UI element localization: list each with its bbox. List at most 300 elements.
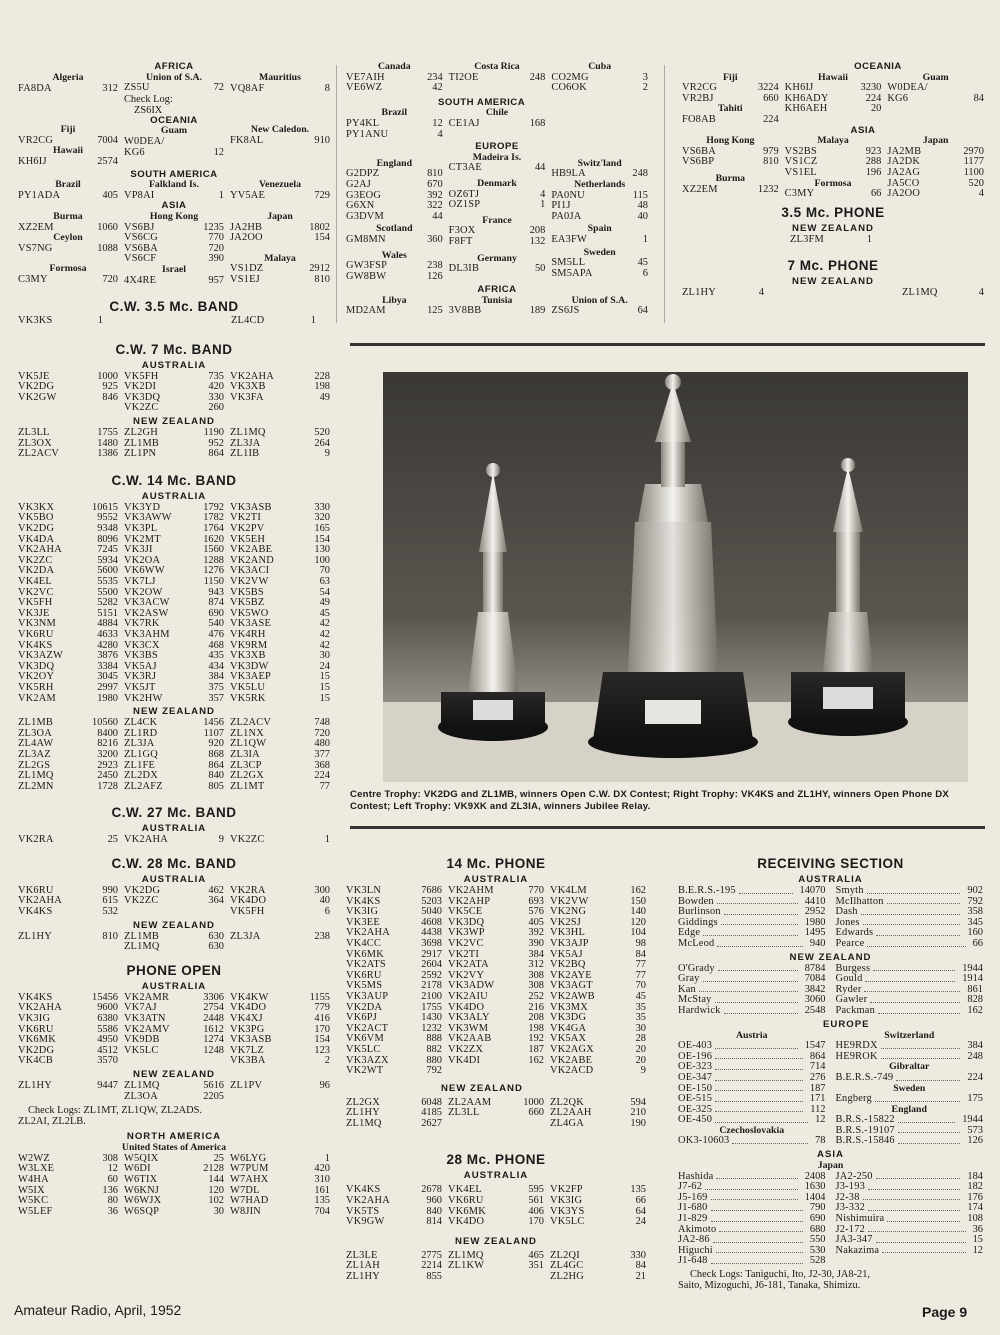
list-item: VK6RU 2592 bbox=[346, 969, 442, 981]
list-item: VK2AHA 7245 bbox=[18, 544, 118, 556]
list-item: VK2VW 63 bbox=[230, 576, 330, 587]
list-item: VK2AHA 960 bbox=[346, 1195, 442, 1207]
country-label: Wales bbox=[381, 249, 407, 261]
list-item: OE-323 714 bbox=[678, 1061, 826, 1073]
country-label: Gibraltar bbox=[889, 1061, 930, 1073]
list-item: VK3MX 35 bbox=[550, 1001, 646, 1013]
list-item: F8FT 132 bbox=[448, 235, 546, 247]
list-item: VK4EL 595 bbox=[448, 1184, 544, 1196]
list-item: VK2AND 100 bbox=[230, 554, 330, 566]
list-item: VK5BS 54 bbox=[230, 586, 330, 598]
list-item: CO6OK 2 bbox=[551, 82, 648, 94]
list-item: ZL1PN 864 bbox=[124, 448, 224, 460]
list-item: VK3WM 198 bbox=[448, 1022, 544, 1034]
list-item: VK6VM 888 bbox=[346, 1033, 442, 1045]
list-item: VK2DG 462 bbox=[124, 884, 224, 896]
list-item: HE9RDX 384 bbox=[835, 1040, 983, 1052]
list-item: G2AJ 670 bbox=[346, 178, 443, 190]
list-item: PA0NU 115 bbox=[551, 189, 648, 201]
list-item: VK3ATN 2448 bbox=[124, 1013, 224, 1025]
list-item: ZL2ACV 1386 bbox=[18, 448, 118, 460]
list-item: Gould 1914 bbox=[835, 973, 983, 985]
list-item: ZL1HY 4 bbox=[682, 287, 764, 299]
subsection-title: NEW ZEALAND bbox=[789, 951, 872, 963]
recv-czech bbox=[678, 1136, 826, 1147]
subsection-title: NEW ZEALAND bbox=[455, 1235, 537, 1247]
list-item: VK3ALY 208 bbox=[448, 1012, 544, 1024]
list-item: ZL4AW 8216 bbox=[18, 738, 118, 750]
list-item: VS1CZ 288 bbox=[784, 156, 882, 168]
list-item: VK3ASE 42 bbox=[230, 618, 330, 630]
list-item: VK3AWW 1782 bbox=[124, 512, 224, 524]
list-item: VK2ATS 2604 bbox=[346, 959, 442, 971]
list-item: W6WJX 102 bbox=[124, 1195, 224, 1207]
list-item: JA2MB 2970 bbox=[887, 145, 984, 157]
list-item: SM5APA 6 bbox=[551, 267, 648, 279]
list-item: ZL1MQ 2627 bbox=[346, 1117, 442, 1129]
list-item: VK3XB 30 bbox=[230, 650, 330, 662]
list-item: Gawler 828 bbox=[835, 994, 983, 1006]
phone14-au-list bbox=[346, 886, 646, 1077]
trophy-illustration bbox=[383, 372, 968, 782]
list-item: McLeod 940 bbox=[678, 937, 826, 949]
list-item: GW3FSP 238 bbox=[346, 260, 443, 272]
list-item: Ryder 861 bbox=[835, 983, 983, 995]
list-item: VK2ZC 5934 bbox=[18, 554, 118, 566]
list-item: G3EOG 392 bbox=[346, 189, 443, 201]
list-item: JA2OO 4 bbox=[887, 188, 984, 200]
list-item: W5KC 80 bbox=[18, 1195, 118, 1207]
subsection-title: NEW ZEALAND bbox=[133, 919, 215, 931]
list-item: VK2AHA 615 bbox=[18, 895, 118, 907]
list-item: VK2DA 1755 bbox=[346, 1001, 442, 1013]
list-item: DL3IB 50 bbox=[448, 263, 546, 275]
list-item: VK4CC 3698 bbox=[346, 937, 442, 949]
list-item: VK6MK 406 bbox=[448, 1205, 544, 1217]
list-item: VK2AHA 4438 bbox=[346, 927, 442, 939]
list-item: Dash 358 bbox=[835, 906, 983, 918]
country-label: New Caledon. bbox=[250, 124, 310, 136]
section-title: 28 Mc. PHONE bbox=[446, 1152, 546, 1168]
subsection-title: AUSTRALIA bbox=[463, 874, 529, 885]
list-item: ZL2GH 1190 bbox=[124, 427, 224, 439]
list-item: B.R.S.-15846 126 bbox=[835, 1135, 983, 1147]
list-item: ZL1MQ 520 bbox=[230, 427, 330, 439]
list-item: VS6BJ 1235 bbox=[124, 221, 224, 233]
region-title: EUROPE bbox=[475, 141, 519, 153]
list-item: ZL1GQ 868 bbox=[124, 748, 224, 760]
list-item: ZL1PV 96 bbox=[230, 1080, 330, 1091]
list-item: ZL1MQ 465 bbox=[448, 1249, 544, 1261]
list-item: VK6PJ 1430 bbox=[346, 1012, 442, 1024]
divider bbox=[350, 343, 985, 346]
list-item: VK5AX 28 bbox=[550, 1033, 646, 1045]
list-item: VS6BA 720 bbox=[124, 242, 224, 254]
recv-gibraltar bbox=[836, 1073, 984, 1084]
list-item: B.E.R.S.-195 14070 bbox=[678, 885, 826, 896]
country-label: Union of S.A. bbox=[571, 294, 628, 306]
list-item: ZL3OA 2205 bbox=[124, 1090, 224, 1102]
list-item: W8JIN 704 bbox=[230, 1205, 330, 1217]
list-item: VK5JT 375 bbox=[124, 681, 224, 693]
recv-au-left bbox=[678, 886, 826, 950]
list-item: Edge 1495 bbox=[678, 927, 826, 939]
list-item: VK6RU 4633 bbox=[18, 628, 118, 640]
recv-nz-left bbox=[678, 964, 826, 1017]
subsection-title: AUSTRALIA bbox=[141, 359, 207, 371]
list-item: JA3-347 15 bbox=[835, 1234, 983, 1246]
country-label: Denmark bbox=[477, 177, 517, 189]
list-item: KH6IJ 2574 bbox=[18, 155, 118, 167]
list-item: VK3IG 5040 bbox=[346, 906, 442, 918]
list-item: ZL3FM 1 bbox=[790, 233, 872, 245]
list-item: ZL2AAM 1000 bbox=[448, 1096, 544, 1108]
list-item: Akimoto 680 bbox=[678, 1223, 826, 1235]
list-item bbox=[124, 1056, 224, 1067]
country-label: Chile bbox=[485, 107, 509, 119]
list-item: VK2AMR 3306 bbox=[124, 991, 224, 1003]
trophy-photo bbox=[383, 372, 968, 782]
list-item bbox=[18, 942, 118, 953]
list-item: VK4DO 170 bbox=[448, 1216, 544, 1228]
country-label: Union of S.A. bbox=[145, 71, 203, 83]
list-item: ZL4GA 190 bbox=[550, 1117, 646, 1129]
list-item: YV5AE 729 bbox=[230, 189, 330, 201]
cw28-au-list bbox=[18, 886, 330, 918]
check-logs: Check Logs: ZL1MT, ZL1QW, ZL2ADS. bbox=[28, 1105, 203, 1117]
phone-open-au-list bbox=[18, 993, 330, 1067]
list-item: F3OX 208 bbox=[448, 225, 546, 237]
right-top-column bbox=[682, 62, 984, 299]
list-item: VK2HW 357 bbox=[124, 692, 224, 704]
list-item bbox=[448, 1119, 544, 1130]
union-sa-block bbox=[124, 62, 224, 168]
list-item: J1-648 528 bbox=[678, 1255, 826, 1267]
list-item: VR2CG 3224 bbox=[682, 82, 779, 94]
list-item: Kan 3842 bbox=[678, 983, 826, 995]
list-item: EA3FW 1 bbox=[551, 233, 648, 245]
section-title: RECEIVING SECTION bbox=[757, 856, 904, 871]
list-item: VK2AIU 252 bbox=[448, 990, 544, 1002]
list-item: VK3WP 392 bbox=[448, 927, 544, 939]
list-item: VK3AJP 98 bbox=[550, 937, 646, 949]
list-item: VK4DO 779 bbox=[230, 1002, 330, 1014]
list-item: ZL1MT 77 bbox=[230, 780, 330, 792]
region-title: AFRICA bbox=[477, 284, 517, 296]
cw7-au-list bbox=[18, 372, 330, 414]
country-label: Canada bbox=[377, 61, 411, 72]
list-item: Hashida 2408 bbox=[678, 1170, 826, 1182]
country-label: Malaya bbox=[264, 252, 296, 264]
photo-caption: Centre Trophy: VK2DG and ZL1MB, winners Open C.W. DX Contest; Right Trophy: VK4KS and ZL1HY, winners Open Phone DX Contest; Left Trophy: VK9XK and ZL3IA, winners Jubilee Relay. bbox=[350, 789, 950, 812]
list-item: VK2OA 1288 bbox=[124, 554, 224, 566]
country-label: Cuba bbox=[588, 61, 612, 72]
list-item: VK3EE 4608 bbox=[346, 916, 442, 928]
list-item: ZL1MQ 2450 bbox=[18, 770, 118, 782]
check-logs-cont: Saito, Mizoguchi, J6-181, Tanaka, Shimizu. bbox=[678, 1280, 861, 1291]
list-item: ZL1IB 9 bbox=[230, 448, 330, 460]
country-label: Tunisia bbox=[481, 294, 513, 306]
list-item bbox=[230, 403, 330, 414]
list-item: Giddings 1980 bbox=[678, 916, 826, 928]
column-divider bbox=[664, 65, 665, 323]
section-title: C.W. 14 Mc. BAND bbox=[111, 472, 237, 488]
list-item: VK2AGX 20 bbox=[550, 1043, 646, 1055]
list-item: C3MY 720 bbox=[18, 273, 118, 285]
recv-nz-right bbox=[836, 964, 984, 1017]
list-item: Jones 345 bbox=[835, 916, 983, 928]
country-label: Burma bbox=[715, 172, 746, 184]
list-item: VK2ZC 1 bbox=[230, 834, 330, 846]
list-item: VK2ZC 364 bbox=[124, 895, 224, 907]
list-item: VK5MS 2178 bbox=[346, 980, 442, 992]
country-label: Costa Rica bbox=[474, 61, 520, 72]
list-item: VK4KS 532 bbox=[18, 906, 118, 918]
divider bbox=[350, 826, 985, 829]
list-item: ZL4CD 1 bbox=[231, 315, 316, 327]
list-item bbox=[18, 1092, 118, 1103]
country-label: Hong Kong bbox=[149, 210, 199, 222]
list-item: VK5BZ 49 bbox=[230, 597, 330, 609]
list-item: ZL4GC 84 bbox=[550, 1260, 646, 1272]
country-label: United States of America bbox=[121, 1142, 227, 1154]
list-item: ZL1MB 630 bbox=[124, 930, 224, 942]
subsection-title: NEW ZEALAND bbox=[133, 1069, 215, 1080]
list-item: ZL1MQ 4 bbox=[902, 287, 984, 299]
check-logs-cont: ZL2AI, ZL2LB. bbox=[18, 1116, 86, 1128]
list-item: G6XN 322 bbox=[346, 200, 443, 212]
list-item: ZL1MQ 5616 bbox=[124, 1080, 224, 1091]
list-item: Edwards 160 bbox=[835, 927, 983, 939]
cw27-list bbox=[18, 835, 330, 846]
list-item: VK2DI 420 bbox=[124, 381, 224, 393]
column-divider bbox=[336, 65, 337, 323]
list-item: VS2BS 923 bbox=[784, 145, 882, 157]
list-item: VK2MT 1620 bbox=[124, 533, 224, 545]
list-item: VK7AJ 2754 bbox=[124, 1002, 224, 1014]
list-item: VK3LN 7686 bbox=[346, 885, 442, 896]
list-item: ZL1FE 864 bbox=[124, 759, 224, 771]
subsection-title: NEW ZEALAND bbox=[133, 706, 215, 718]
list-item: VK2DG 4512 bbox=[18, 1044, 118, 1056]
list-item: VK2AMV 1612 bbox=[124, 1023, 224, 1035]
list-item: VK4DO 216 bbox=[448, 1001, 544, 1013]
list-item: VE7AIH 234 bbox=[346, 71, 443, 83]
list-item: VK6RU 5586 bbox=[18, 1023, 118, 1035]
list-item: VK5WO 45 bbox=[230, 607, 330, 619]
list-item: TI2OE 248 bbox=[448, 71, 546, 83]
list-item: VK3ACI 70 bbox=[230, 565, 330, 577]
list-item bbox=[18, 403, 118, 414]
list-item: Pearce 66 bbox=[835, 937, 983, 949]
list-item bbox=[230, 942, 330, 953]
check-log-call: ZS6IX bbox=[134, 104, 163, 116]
section-title: C.W. 27 Mc. BAND bbox=[111, 805, 237, 821]
list-item: VK2OY 3045 bbox=[18, 671, 118, 683]
list-item: VK3KX 10615 bbox=[18, 501, 118, 513]
list-item: VK5FH 6 bbox=[230, 906, 330, 918]
list-item: VK6RU 561 bbox=[448, 1195, 544, 1207]
list-item: J3-193 182 bbox=[835, 1181, 983, 1193]
list-item: HE9ROK 248 bbox=[835, 1050, 983, 1062]
list-item: VS6BA 979 bbox=[682, 145, 779, 157]
section-title: 7 Mc. PHONE bbox=[787, 258, 879, 274]
recv-au-right bbox=[836, 886, 984, 950]
list-item: VK7LZ 123 bbox=[230, 1044, 330, 1056]
cw14-au-list bbox=[18, 503, 330, 704]
list-item: VK2TI 320 bbox=[230, 512, 330, 524]
list-item: VK3ACW 874 bbox=[124, 597, 224, 609]
algeria-block bbox=[18, 62, 118, 168]
list-item: W5QIX 25 bbox=[124, 1152, 224, 1164]
list-item: W6TIX 144 bbox=[124, 1173, 224, 1185]
list-item: VK5RK 15 bbox=[230, 692, 330, 704]
list-item: GW8BW 126 bbox=[346, 270, 443, 282]
list-item: Engberg 175 bbox=[835, 1093, 983, 1105]
list-item: PY4KL 12 bbox=[346, 117, 443, 129]
list-item: VK6RU 990 bbox=[18, 884, 118, 896]
list-item: ZL1MB 10560 bbox=[18, 717, 118, 729]
subsection-title: EUROPE bbox=[823, 1018, 870, 1030]
list-item: VS1EL 196 bbox=[784, 166, 882, 178]
list-item: VK2AM 1980 bbox=[18, 692, 118, 704]
list-item: B.R.S.-15822 1944 bbox=[835, 1114, 983, 1126]
country-label: Algeria bbox=[52, 72, 84, 83]
list-item: W4HA 60 bbox=[18, 1173, 118, 1185]
list-item: ZL3LL 1755 bbox=[18, 427, 118, 439]
list-item bbox=[124, 907, 224, 918]
list-item: J3-332 174 bbox=[835, 1202, 983, 1214]
list-item: JA2-86 550 bbox=[678, 1234, 826, 1246]
list-item: VK2ASW 690 bbox=[124, 607, 224, 619]
country-label: Japan bbox=[817, 1160, 844, 1172]
list-item: VK7LJ 1150 bbox=[124, 576, 224, 587]
region-title: OCEANIA bbox=[854, 61, 902, 72]
list-item: ZL3CP 368 bbox=[230, 759, 330, 771]
list-item: OE-403 1547 bbox=[678, 1040, 826, 1052]
list-item: JA5CO 520 bbox=[887, 177, 984, 189]
list-item: VK2FP 135 bbox=[550, 1184, 646, 1196]
list-item: VK5BO 9552 bbox=[18, 512, 118, 524]
list-item: VK2AHP 693 bbox=[448, 895, 544, 907]
country-label: Japan bbox=[922, 135, 949, 147]
list-item: VK3JE 5151 bbox=[18, 607, 118, 619]
list-item: C3MY 66 bbox=[784, 188, 882, 200]
list-item: VK3YS 64 bbox=[550, 1205, 646, 1217]
country-label: Falkland Is. bbox=[148, 179, 200, 191]
list-item: VK3DW 24 bbox=[230, 660, 330, 672]
list-item: VK2AHM 770 bbox=[448, 885, 544, 896]
country-label: Hong Kong bbox=[706, 135, 755, 147]
list-item: VS1EJ 810 bbox=[230, 273, 330, 285]
list-item: ZL2GX 224 bbox=[230, 770, 330, 782]
list-item: VK4GA 30 bbox=[550, 1022, 646, 1034]
list-item: ZL2HG 21 bbox=[550, 1271, 646, 1283]
list-item: VK3FA 49 bbox=[230, 391, 330, 403]
subsection-title: AUSTRALIA bbox=[141, 980, 207, 992]
list-item: PY1ANU 4 bbox=[346, 128, 443, 140]
list-item: OE-150 187 bbox=[678, 1082, 826, 1094]
list-item: OE-325 112 bbox=[678, 1103, 826, 1115]
country-label: Hawaii bbox=[53, 145, 83, 157]
cw7-nz-list bbox=[18, 428, 330, 460]
list-item: JA2-250 184 bbox=[835, 1170, 983, 1182]
list-item bbox=[448, 1272, 544, 1283]
list-item: VK3AHM 476 bbox=[124, 628, 224, 640]
list-item: ZL2QK 594 bbox=[550, 1096, 646, 1108]
cw35-list bbox=[18, 316, 330, 327]
list-item: Gray 7084 bbox=[678, 973, 826, 985]
list-item: VK2ZC 260 bbox=[124, 402, 224, 414]
section-title: 3.5 Mc. PHONE bbox=[781, 204, 885, 220]
list-item: VK3BA 2 bbox=[230, 1055, 330, 1067]
list-item: PI1J 48 bbox=[551, 200, 648, 212]
list-item: VK2DG 9348 bbox=[18, 523, 118, 535]
country-label: Guam bbox=[922, 71, 949, 83]
list-item: VS6CG 770 bbox=[124, 232, 224, 244]
list-item: ZL3IA 377 bbox=[230, 748, 330, 760]
list-item: McStay 3060 bbox=[678, 994, 826, 1006]
subsection-title: NEW ZEALAND bbox=[792, 276, 874, 288]
list-item: ZL3OX 1480 bbox=[18, 437, 118, 449]
list-item: VK4RH 42 bbox=[230, 628, 330, 640]
list-item: ZL2GS 2923 bbox=[18, 759, 118, 771]
subsection-title: AUSTRALIA bbox=[141, 823, 207, 835]
list-item: KG6 84 bbox=[887, 92, 984, 104]
list-item: J7-62 1630 bbox=[678, 1181, 826, 1193]
list-item: VK2WT 792 bbox=[346, 1065, 442, 1077]
list-item: VK2VC 5500 bbox=[18, 586, 118, 598]
list-item: ZL1MB 952 bbox=[124, 437, 224, 449]
list-item: VK3KS 1 bbox=[18, 315, 103, 327]
list-item: VK2OW 943 bbox=[124, 586, 224, 598]
page-number: Page 9 bbox=[922, 1304, 968, 1320]
list-item: VK5FH 735 bbox=[124, 370, 224, 382]
list-item: G2DPZ 810 bbox=[346, 168, 443, 180]
country-label: Germany bbox=[477, 252, 517, 264]
publication-footer: Amateur Radio, April, 1952 bbox=[14, 1302, 182, 1318]
list-item: SM5LL 45 bbox=[551, 257, 648, 269]
list-item: ZS6JS 64 bbox=[551, 305, 648, 317]
list-item: JA2OO 154 bbox=[230, 232, 330, 244]
phone14-nz-list bbox=[346, 1098, 646, 1130]
list-item: VK5LU 15 bbox=[230, 681, 330, 693]
list-item: VR2CG 7004 bbox=[18, 134, 118, 146]
country-label: Sweden bbox=[893, 1082, 926, 1094]
phone-open-nz-list bbox=[18, 1081, 330, 1102]
list-item: VK5AJ 84 bbox=[550, 948, 646, 960]
list-item: VK2ACT 1232 bbox=[346, 1022, 442, 1034]
list-item: VK2RA 25 bbox=[18, 834, 118, 846]
country-label: Switz'land bbox=[577, 157, 622, 169]
list-item: ZL1QW 480 bbox=[230, 738, 330, 750]
list-item: W6LYG 1 bbox=[230, 1152, 330, 1164]
list-item: J2-38 176 bbox=[835, 1191, 983, 1203]
list-item: OE-515 171 bbox=[678, 1093, 826, 1105]
list-item: Hardwick 2548 bbox=[678, 1004, 826, 1016]
list-item: ZL2AFZ 805 bbox=[124, 780, 224, 792]
asia-region bbox=[18, 212, 330, 286]
list-item: ZL2GX 6048 bbox=[346, 1096, 442, 1108]
list-item: VK2RA 300 bbox=[230, 884, 330, 896]
section-title: 14 Mc. PHONE bbox=[446, 856, 546, 871]
list-item: VK3NM 4884 bbox=[18, 618, 118, 630]
list-item: VS6BP 810 bbox=[682, 156, 779, 168]
check-logs: Check Logs: Taniguchi, Ito, J2-30, JA8-21, bbox=[690, 1269, 871, 1280]
list-item: B.R.S.-19107 573 bbox=[835, 1124, 983, 1136]
country-label: Scotland bbox=[376, 223, 413, 235]
subsection-title: NEW ZEALAND bbox=[792, 222, 874, 234]
